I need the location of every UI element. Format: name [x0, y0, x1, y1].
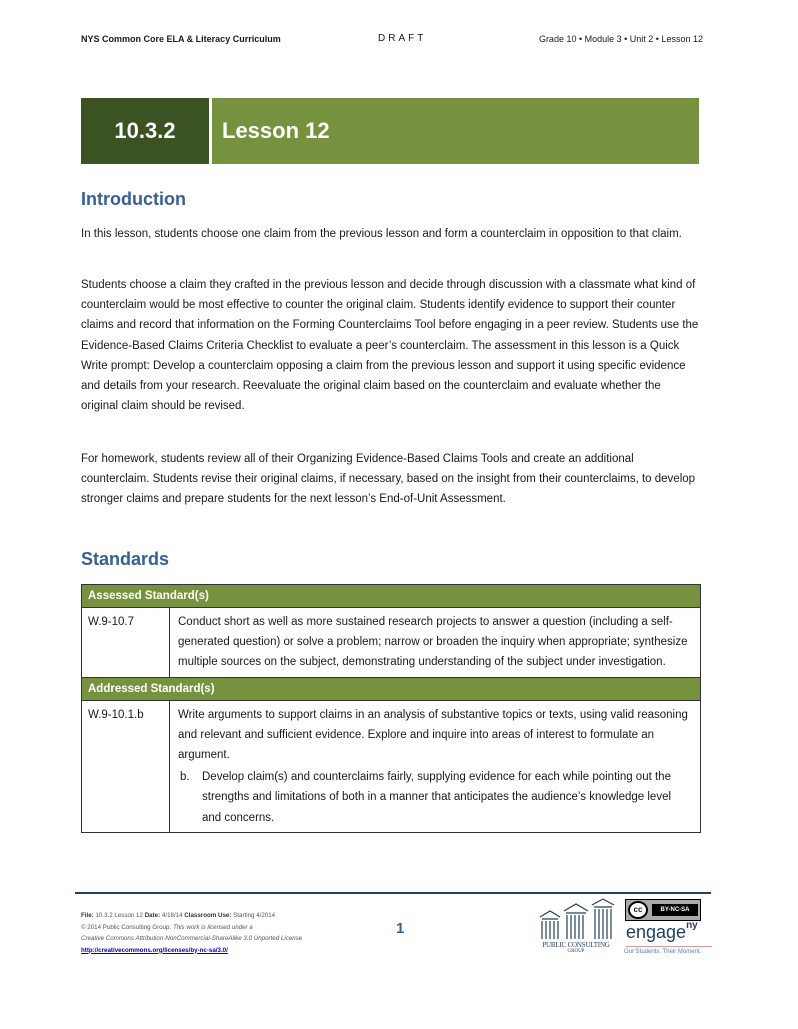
- file-value: 10.3.2 Lesson 12: [95, 912, 143, 919]
- use-value: Starting 4/2014: [233, 912, 276, 919]
- lesson-title: Lesson 12: [212, 98, 699, 164]
- standard-code: W.9-10.1.b: [82, 700, 170, 832]
- standard-code: W.9-10.7: [82, 608, 170, 678]
- pcg-name: PUBLIC CONSULTING: [542, 941, 610, 949]
- standard-text: Conduct short as well as more sustained research projects to answer a question (including a self-generated question) or solve a problem; narrow or broaden the inquiry when appropriate; synthesize multiple sources on the subject, demonstrating understanding of the subject under investigation.: [170, 608, 701, 678]
- page-header: [81, 34, 703, 48]
- intro-paragraph-2: Students choose a claim they crafted in the previous lesson and decide through discussion with a classmate what kind of counterclaim would be most effective to counter the original claim. Students identify evidence to support their counter claims and record that information on the Forming Counterclaims Tool before engaging in a peer review. Students use the Evidence-Based Claims Criteria Checklist to evaluate a peer’s counterclaim. The assessment in this lesson is a Quick Write prompt: Develop a counterclaim opposing a claim from the previous lesson and support it using specific evidence and details from your research. Reevaluate the original claim based on the counterclaim and evaluate whether the original claim should be revised.: [81, 279, 699, 413]
- engageny-logo: [626, 922, 698, 943]
- sub-standard-text: Develop claim(s) and counterclaims fairly, supplying evidence for each while pointing out the strengths and limitations of both in a manner that anticipates the audience’s knowledge level and concerns.: [202, 771, 672, 824]
- engage-tagline: Our Students. Their Moment.: [624, 949, 702, 955]
- curriculum-title: NYS Common Core ELA & Literacy Curriculum: [81, 34, 281, 44]
- standards-table: [81, 584, 701, 833]
- standard-text: Write arguments to support claims in an analysis of substantive topics or texts, using valid reasoning and relevant and sufficient evidence. Explore and inquire into areas of interest to formulate an argument.: [178, 708, 688, 762]
- intro-paragraph-3: For homework, students review all of their Organizing Evidence-Based Claims Tools and create an additional counterclaim. Students revise their original claims, if necessary, based on the insight from their counterclaims, to develop stronger claims and prepare students for the next lesson’s End-of-Unit Assessment.: [81, 453, 696, 506]
- lesson-number: 10.3.2: [81, 98, 209, 164]
- cc-license-badge: [625, 899, 701, 921]
- sub-standard: [178, 767, 692, 828]
- table-row: [82, 700, 701, 832]
- date-label: Date:: [144, 912, 161, 919]
- engage-ny: ny: [686, 920, 698, 931]
- assessed-header-row: [82, 585, 701, 608]
- table-row: [82, 608, 701, 678]
- lesson-title-bar: [81, 98, 699, 164]
- copyright-line: [81, 922, 302, 934]
- columns-icon: [536, 897, 616, 941]
- draft-label: DRAFT: [378, 33, 427, 44]
- introduction-heading: Introduction: [81, 189, 186, 209]
- engage-word: engage: [626, 922, 687, 942]
- standard-description: [170, 700, 701, 832]
- license-line: [81, 933, 302, 945]
- copyright: © 2014 Public Consulting Group.: [81, 923, 172, 931]
- license-link[interactable]: http://creativecommons.org/licenses/by-nc-sa/3.0/: [81, 946, 228, 954]
- page-number: 1: [396, 920, 405, 937]
- date-value: 4/18/14: [161, 912, 183, 919]
- file-label: File:: [81, 912, 94, 919]
- pcg-logo: [536, 897, 616, 959]
- use-label: Classroom Use:: [184, 912, 232, 919]
- footer-divider: [75, 892, 711, 894]
- footer-info: [81, 910, 302, 956]
- addressed-header-row: [82, 677, 701, 700]
- lesson-locator: Grade 10 • Module 3 • Unit 2 • Lesson 12: [538, 34, 703, 44]
- cc-license-label: BY-NC-SA: [652, 904, 698, 916]
- addressed-header: Addressed Standard(s): [82, 677, 701, 700]
- sub-standard-marker: b.: [180, 771, 190, 784]
- license-intro: This work is licensed under a: [172, 923, 253, 931]
- license-name: Creative Commons Attribution-NonCommercial-ShareAlike 3.0 Unported License: [81, 935, 303, 942]
- engage-divider: [626, 946, 712, 947]
- creative-commons-icon: cc: [628, 901, 648, 919]
- assessed-header: Assessed Standard(s): [82, 585, 701, 608]
- standards-heading: Standards: [81, 549, 170, 569]
- file-line: [81, 910, 302, 922]
- pcg-sub: GROUP: [567, 949, 585, 954]
- intro-paragraph-1: In this lesson, students choose one claim from the previous lesson and form a counterclaim in opposition to that claim.: [81, 228, 682, 240]
